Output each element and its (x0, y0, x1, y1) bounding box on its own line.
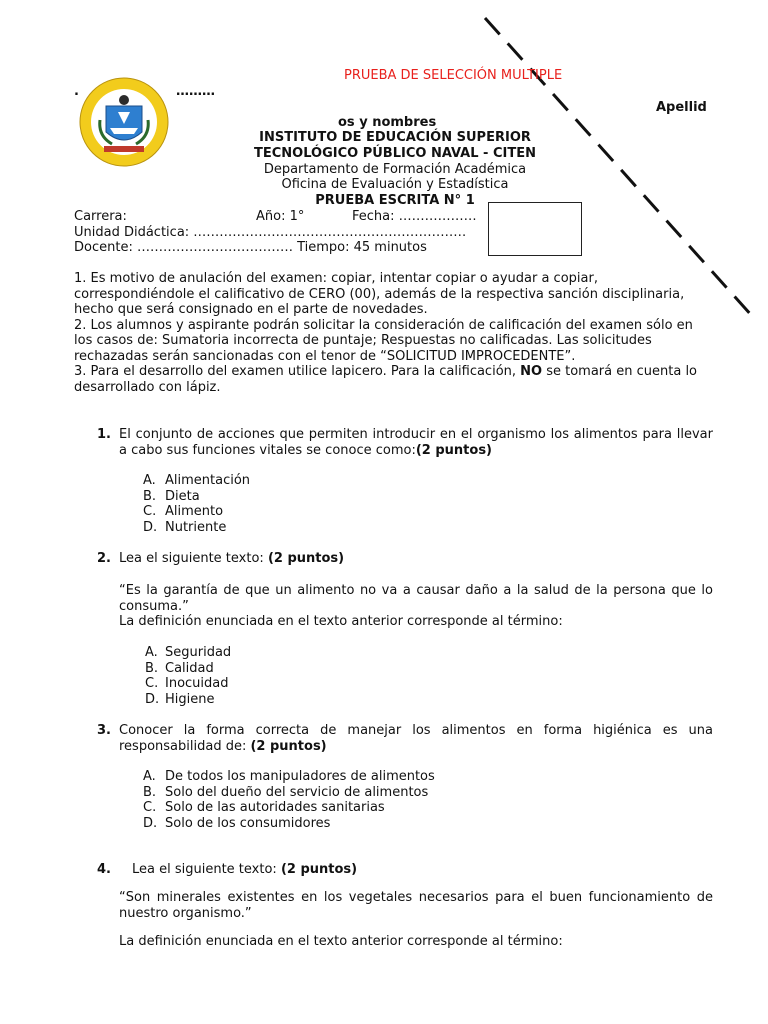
institute-name: INSTITUTO DE EDUCACIÓN SUPERIOR (259, 130, 531, 145)
list-item: D. Nutriente (143, 519, 227, 535)
question-2-quote: “Es la garantía de que un alimento no va a causar daño a la salud de la persona que lo consuma.” (119, 583, 713, 614)
anio-field: Año: 1° (256, 209, 305, 224)
question-2-ask: La definición enunciada en el texto anterior corresponde al término: (119, 614, 563, 629)
list-item: B. Solo del dueño del servicio de alimentos (143, 784, 429, 800)
carrera-field: Carrera: (74, 209, 127, 224)
dots-right: ……… (176, 84, 215, 99)
question-3-text: Conocer la forma correcta de manejar los alimentos en forma higiénica es una responsabilidad de: (2 puntos) (119, 723, 713, 754)
list-item: A. Seguridad (145, 645, 232, 660)
list-item: D. Higiene (145, 691, 215, 707)
office: Oficina de Evaluación y Estadística (281, 177, 509, 192)
rule-2: 2. Los alumnos y aspirante podrán solicitar la consideración de calificación del examen sólo en los casos de: Sumatoria incorrecta de puntaje; Respuestas no calificadas. Las solicitudes rechazadas serán sancionadas con el tenor de “SOLICITUD IMPROCEDENTE”. (74, 317, 693, 364)
question-2-text: Lea el siguiente texto: (2 puntos) (119, 551, 345, 566)
unidad-field: Unidad Didáctica: ……………………………………………………… (74, 225, 467, 240)
rule-1: 1. Es motivo de anulación del examen: copiar, intentar copiar o ayudar a copiar, correspondiéndole el calificativo de CERO (00), además de la respectiva sanción disciplinaria, hecho que será consignado en el parte de novedades. (74, 271, 685, 317)
question-1-number: 1. (97, 427, 111, 442)
list-item: A. De todos los manipuladores de alimentos (143, 769, 435, 784)
question-3-options (143, 769, 435, 831)
question-2-number: 2. (97, 551, 111, 566)
docente-field: Docente: ……………………………… Tiempo: 45 minutos (74, 240, 427, 255)
rules-block (74, 271, 708, 395)
list-item: B. Calidad (145, 660, 214, 676)
question-3-number: 3. (97, 723, 111, 738)
question-4-ask: La definición enunciada en el texto anterior corresponde al término: (119, 934, 563, 949)
institute-name-2: TECNOLÓGICO PÚBLICO NAVAL - CITEN (254, 146, 536, 161)
list-item: A. Alimentación (143, 473, 251, 488)
test-type-title: PRUEBA DE SELECCIÓN MULTIPLE (344, 68, 563, 83)
question-4-quote: “Son minerales existentes en los vegetales necesarios para el buen funcionamiento de nuestro organismo.” (119, 890, 713, 921)
list-item: C. Solo de las autoridades sanitarias (143, 800, 385, 815)
list-item: C. Inocuidad (145, 676, 229, 691)
exam-title: PRUEBA ESCRITA N° 1 (315, 193, 475, 208)
dots-left: . (74, 84, 79, 99)
rule-3: 3. Para el desarrollo del examen utilice lapicero. Para la calificación, NO se tomará en cuenta lo desarrollado con lápiz. (74, 364, 698, 395)
question-2-options (145, 645, 231, 707)
question-1-text: El conjunto de acciones que permiten introducir en el organismo los alimentos para llevar a cabo sus funciones vitales se conoce como:(2 puntos) (119, 427, 713, 458)
institute-seal-logo (78, 76, 170, 168)
apellid-label: Apellid (656, 100, 707, 115)
question-4-text: Lea el siguiente texto: (2 puntos) (132, 862, 358, 877)
list-item: D. Solo de los consumidores (143, 815, 331, 831)
grade-box (488, 202, 582, 256)
question-1-options (143, 473, 250, 535)
list-item: C. Alimento (143, 504, 224, 519)
fecha-field: Fecha: ……………… (352, 209, 477, 224)
question-4-number: 4. (97, 862, 111, 877)
names-line: os y nombres (338, 115, 437, 130)
list-item: B. Dieta (143, 488, 200, 504)
department: Departamento de Formación Académica (263, 162, 527, 177)
